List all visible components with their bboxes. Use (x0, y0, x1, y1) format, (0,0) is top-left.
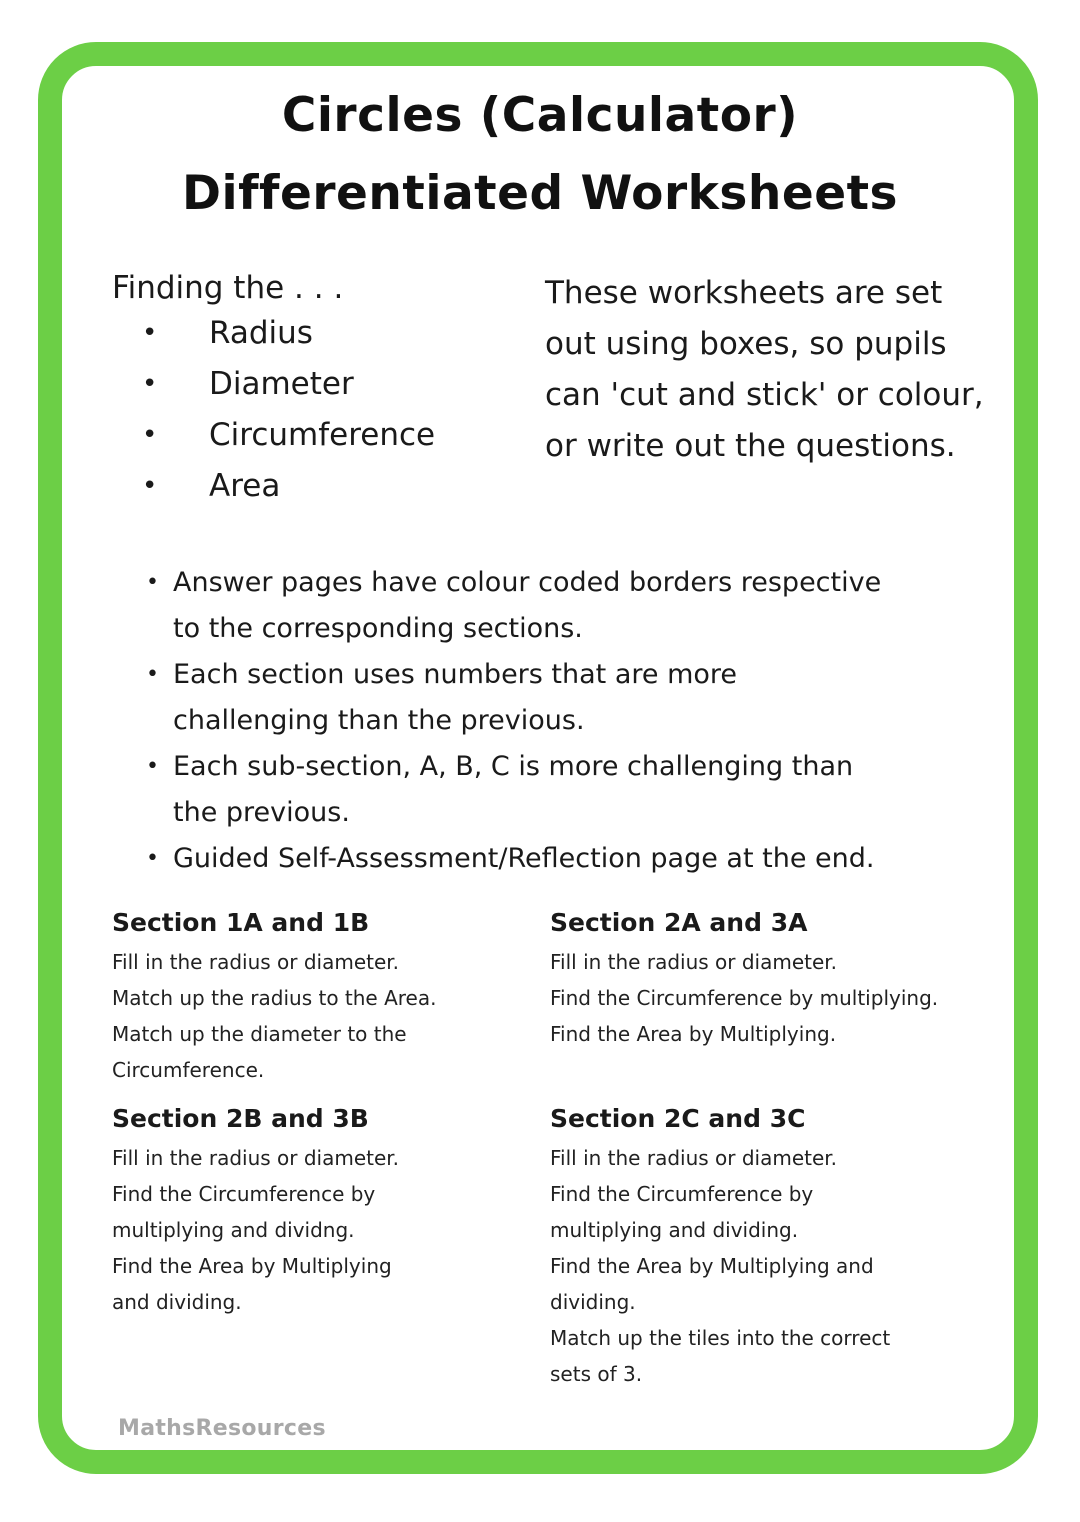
section-line: Match up the radius to the Area. (112, 986, 437, 1010)
bullet-icon: • (142, 420, 158, 450)
section-2a-3a (550, 906, 1010, 1052)
section-line: Fill in the radius or diameter. (550, 950, 838, 974)
note-line: Answer pages have colour coded borders respective (173, 567, 882, 598)
topic-item-radius (112, 308, 512, 359)
bullet-icon: • (146, 754, 159, 779)
section-line: Fill in the radius or diameter. (112, 1146, 400, 1170)
section-title: Section 2B and 3B (112, 1104, 369, 1133)
note-item (146, 560, 986, 652)
section-line: multiplying and dividing. (550, 1218, 799, 1242)
brand-watermark: MathsResources (118, 1416, 326, 1441)
section-line: Find the Area by Multiplying (112, 1254, 392, 1278)
bullet-icon: • (142, 318, 158, 348)
note-line: Each sub-section, A, B, C is more challenging than (173, 751, 854, 782)
page-title-line-2: Differentiated Worksheets (181, 166, 899, 221)
section-line: and dividing. (112, 1290, 242, 1314)
note-line: challenging than the previous. (173, 705, 585, 736)
section-line: Circumference. (112, 1058, 265, 1082)
section-line: Match up the tiles into the correct (550, 1326, 891, 1350)
section-title: Section 2A and 3A (550, 908, 808, 937)
page-title-line-1: Circles (Calculator) (281, 88, 799, 143)
section-title: Section 1A and 1B (112, 908, 370, 937)
note-line: the previous. (173, 797, 350, 828)
section-line: Match up the diameter to the (112, 1022, 407, 1046)
bullet-icon: • (146, 846, 159, 871)
topic-label: Circumference (209, 417, 436, 453)
section-line: dividing. (550, 1290, 636, 1314)
topic-item-area (112, 461, 512, 512)
note-item (146, 652, 986, 744)
note-line: Guided Self-Assessment/Reflection page at the end. (173, 843, 875, 874)
section-line: Find the Area by Multiplying and (550, 1254, 874, 1278)
section-line: multiplying and dividng. (112, 1218, 355, 1242)
topic-item-circumference (112, 410, 512, 461)
section-1a-1b (112, 906, 542, 1088)
topics-heading: Finding the . . . (112, 270, 344, 306)
topic-label: Radius (209, 315, 313, 351)
notes-list (146, 560, 986, 882)
section-line: Find the Circumference by multiplying. (550, 986, 939, 1010)
section-line: Fill in the radius or diameter. (550, 1146, 838, 1170)
bullet-icon: • (146, 662, 159, 687)
note-item (146, 744, 986, 836)
topic-label: Area (209, 468, 281, 504)
topic-item-diameter (112, 359, 512, 410)
section-line: Find the Area by Multiplying. (550, 1022, 837, 1046)
section-line: Find the Circumference by (112, 1182, 376, 1206)
bullet-icon: • (146, 570, 159, 595)
note-line: to the corresponding sections. (173, 613, 583, 644)
note-line: Each section uses numbers that are more (173, 659, 738, 690)
worksheet-description: These worksheets are set out using boxes, so pupils can 'cut and stick' or colour, or write out the questions. (545, 275, 984, 464)
section-line: Fill in the radius or diameter. (112, 950, 400, 974)
bullet-icon: • (142, 369, 158, 399)
note-item (146, 836, 986, 882)
section-line: Find the Circumference by (550, 1182, 814, 1206)
section-title: Section 2C and 3C (550, 1104, 806, 1133)
section-2c-3c (550, 1102, 980, 1392)
section-line: sets of 3. (550, 1362, 643, 1386)
topic-list (112, 308, 512, 512)
topic-label: Diameter (209, 366, 354, 402)
section-2b-3b (112, 1102, 542, 1320)
bullet-icon: • (142, 471, 158, 501)
topics-block (112, 268, 512, 512)
